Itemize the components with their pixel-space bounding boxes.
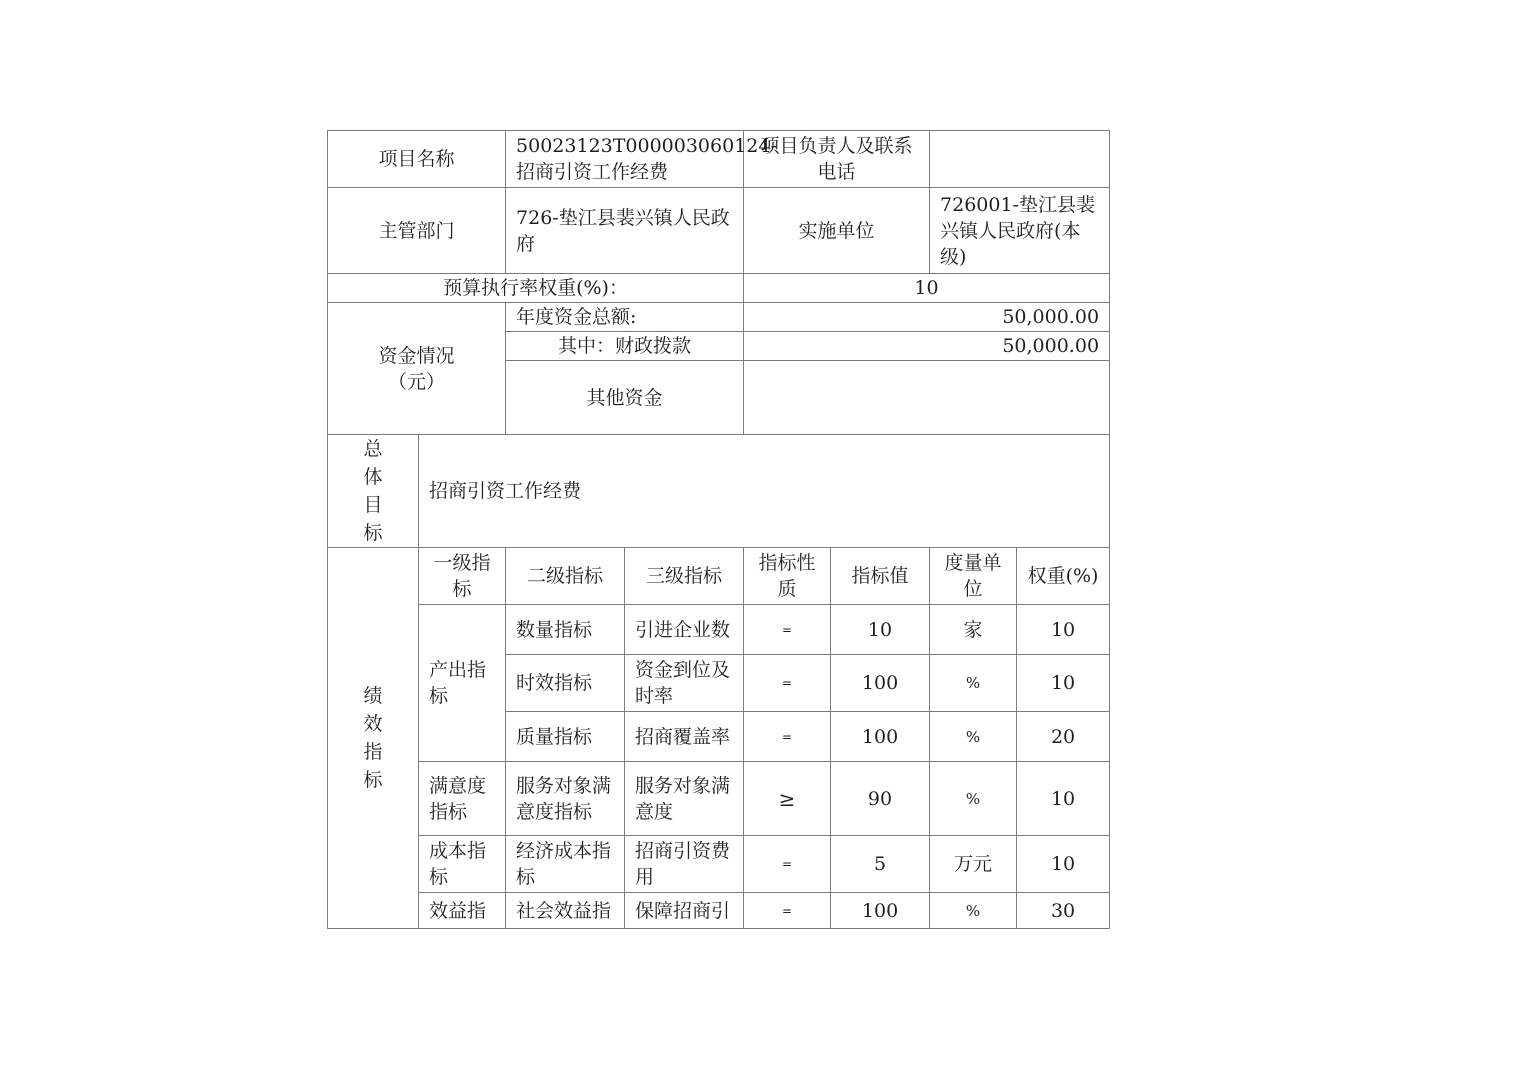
level3-cell	[625, 762, 744, 836]
level2-cell	[506, 762, 625, 836]
level2-cell: 社会效益指	[506, 893, 625, 929]
header-unit-line1: 度量单	[944, 552, 1002, 574]
header-unit	[930, 548, 1017, 605]
funds-total-value: 50,000.00	[744, 303, 1110, 332]
level1-cell	[419, 762, 506, 836]
unit-label: 实施单位	[744, 188, 930, 274]
goal-row	[328, 435, 1110, 548]
nature-cell: =	[744, 712, 831, 762]
weight-cell: 20	[1017, 712, 1110, 762]
nature-cell: =	[744, 605, 831, 655]
level2-line2: 标	[516, 866, 536, 888]
value-cell: 100	[831, 655, 930, 712]
funds-other-value	[744, 361, 1110, 435]
header-nature	[744, 548, 831, 605]
value-cell: 100	[831, 893, 930, 929]
goal-text: 招商引资工作经费	[419, 435, 1110, 548]
contact-label-line1: 项目负责人及联系	[760, 135, 913, 157]
project-name-code: 50023123T000003060124-	[516, 135, 777, 157]
unit-value-line1: 726001-垫江县裴	[940, 193, 1095, 216]
value-cell: 10	[831, 605, 930, 655]
performance-target-table	[327, 130, 1110, 929]
level3-line2: 时率	[635, 685, 674, 707]
level3-line1: 服务对象满	[635, 774, 731, 797]
unit-cell: %	[930, 655, 1017, 712]
level1-cell: 效益指	[419, 893, 506, 929]
indicator-header-row	[328, 548, 1110, 605]
nature-cell: =	[744, 893, 831, 929]
unit-cell: 家	[930, 605, 1017, 655]
indicator-label	[328, 548, 419, 929]
output-indicator-label	[419, 605, 506, 762]
output-label-line1: 产出指	[429, 659, 487, 681]
department-row	[328, 188, 1110, 274]
unit-cell: 万元	[930, 836, 1017, 893]
header-level1-line2: 标	[452, 578, 472, 600]
indicator-label-char: 效	[363, 713, 383, 735]
weight-cell: 10	[1017, 836, 1110, 893]
level2-line1: 服务对象满	[516, 774, 612, 797]
dept-value-line2: 府	[516, 232, 536, 255]
indicator-row	[328, 836, 1110, 893]
nature-cell: =	[744, 655, 831, 712]
contact-label	[744, 131, 930, 188]
funds-label-line2: （元）	[388, 370, 446, 393]
level2-cell: 质量指标	[506, 712, 625, 762]
header-level3: 三级指标	[625, 548, 744, 605]
header-level1-line1: 一级指	[433, 552, 491, 574]
level3-line2: 用	[635, 866, 655, 888]
level2-cell: 数量指标	[506, 605, 625, 655]
level1-line1: 成本指	[429, 840, 487, 862]
indicator-row	[328, 762, 1110, 836]
contact-label-line2: 电话	[817, 161, 856, 183]
goal-label	[328, 435, 419, 548]
level3-cell	[625, 655, 744, 712]
indicator-label-char: 绩	[363, 685, 383, 707]
level3-line2: 意度	[635, 800, 674, 823]
unit-value	[930, 188, 1110, 274]
nature-cell: =	[744, 836, 831, 893]
header-weight: 权重(%)	[1017, 548, 1110, 605]
level2-line1: 经济成本指	[516, 840, 612, 862]
level3-cell: 招商覆盖率	[625, 712, 744, 762]
value-cell: 100	[831, 712, 930, 762]
weight-cell: 30	[1017, 893, 1110, 929]
header-unit-line2: 位	[963, 578, 983, 600]
budget-weight-label: 预算执行率权重(%)：	[328, 274, 744, 303]
indicator-row	[328, 893, 1110, 929]
header-level2: 二级指标	[506, 548, 625, 605]
unit-cell: %	[930, 762, 1017, 836]
level2-cell: 时效指标	[506, 655, 625, 712]
value-cell: 5	[831, 836, 930, 893]
level1-line2: 标	[429, 866, 449, 888]
funds-label-line1: 资金情况	[378, 344, 455, 367]
project-name-value	[506, 131, 777, 188]
goal-label-char: 标	[363, 522, 383, 544]
indicator-label-char: 指	[363, 741, 383, 763]
goal-label-char: 总	[363, 438, 383, 460]
header-value: 指标值	[831, 548, 930, 605]
level3-cell	[625, 836, 744, 893]
dept-value-line1: 726-垫江县裴兴镇人民政	[516, 206, 730, 229]
level1-line2: 指标	[429, 800, 468, 823]
funds-total-row	[328, 303, 1110, 332]
header-nature-line1: 指标性	[758, 552, 816, 574]
level3-line1: 资金到位及	[635, 659, 731, 681]
goal-label-char: 目	[363, 494, 383, 516]
level3-cell: 引进企业数	[625, 605, 744, 655]
indicator-row	[328, 605, 1110, 655]
level2-line2: 意度指标	[516, 800, 593, 823]
unit-value-line3: 级)	[940, 245, 967, 268]
budget-weight-row	[328, 274, 1110, 303]
header-nature-line2: 质	[777, 578, 797, 600]
funds-label	[328, 303, 506, 435]
indicator-label-char: 标	[363, 769, 383, 791]
header-level1	[419, 548, 506, 605]
funds-fiscal-label: 其中：财政拨款	[506, 332, 744, 361]
unit-value-line2: 兴镇人民政府(本	[940, 219, 1081, 242]
goal-label-char: 体	[363, 466, 383, 488]
unit-cell: %	[930, 712, 1017, 762]
value-cell: 90	[831, 762, 930, 836]
contact-value	[930, 131, 1110, 188]
funds-other-label: 其他资金	[506, 361, 744, 435]
dept-label: 主管部门	[328, 188, 506, 274]
weight-cell: 10	[1017, 655, 1110, 712]
nature-cell: ≥	[744, 762, 831, 836]
unit-cell: %	[930, 893, 1017, 929]
level3-line1: 招商引资费	[635, 840, 731, 862]
level3-cell: 保障招商引	[625, 893, 744, 929]
output-label-line2: 标	[429, 685, 449, 707]
level1-cell	[419, 836, 506, 893]
project-name-text: 招商引资工作经费	[516, 161, 669, 183]
weight-cell: 10	[1017, 605, 1110, 655]
weight-cell: 10	[1017, 762, 1110, 836]
funds-total-label: 年度资金总额:	[506, 303, 744, 332]
budget-weight-value: 10	[744, 274, 1110, 303]
project-name-label: 项目名称	[328, 131, 506, 188]
level2-cell	[506, 836, 625, 893]
dept-value	[506, 188, 744, 274]
project-name-row	[328, 131, 1110, 188]
funds-fiscal-value: 50,000.00	[744, 332, 1110, 361]
level1-line1: 满意度	[429, 774, 487, 797]
